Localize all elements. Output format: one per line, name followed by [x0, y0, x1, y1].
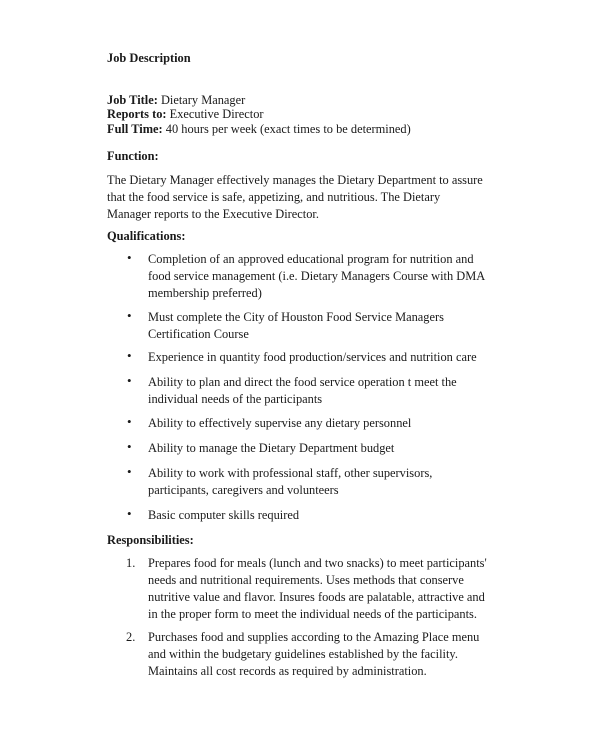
responsibility-number: 1.	[126, 556, 136, 570]
qualification-line: Ability to manage the Dietary Department budget	[148, 441, 395, 455]
full-time-label: Full Time:	[107, 122, 163, 136]
responsibility-line: in the proper form to meet the individual needs of the participants.	[148, 607, 477, 621]
full-time-line	[107, 121, 411, 138]
bullet-icon: •	[127, 506, 132, 521]
responsibility-line: and within the budgetary guidelines established by the facility.	[148, 647, 458, 661]
responsibilities-heading: Responsibilities:	[107, 533, 194, 547]
qualification-line: Basic computer skills required	[148, 508, 300, 522]
qualification-line: Ability to plan and direct the food service operation t meet the	[148, 375, 457, 389]
job-title-label: Job Title:	[107, 93, 158, 107]
function-line: Manager reports to the Executive Director.	[107, 207, 319, 221]
qualifications-heading: Qualifications:	[107, 229, 186, 243]
qualification-line: Must complete the City of Houston Food Service Managers	[148, 310, 444, 324]
qualification-line: participants, caregivers and volunteers	[148, 483, 339, 497]
bullet-icon: •	[127, 250, 132, 265]
qualification-line: individual needs of the participants	[148, 392, 323, 406]
function-heading: Function:	[107, 149, 159, 163]
bullet-icon: •	[127, 308, 132, 323]
qualification-line: Ability to work with professional staff, other supervisors,	[148, 466, 433, 480]
bullet-icon: •	[127, 464, 132, 479]
qualification-line: food service management (i.e. Dietary Managers Course with DMA	[148, 269, 486, 283]
qualification-line: Completion of an approved educational program for nutrition and	[148, 252, 474, 266]
reports-to-label: Reports to:	[107, 107, 167, 121]
reports-to-value: Executive Director	[169, 107, 264, 121]
responsibility-line: Purchases food and supplies according to the Amazing Place menu	[148, 630, 480, 644]
full-time-value: 40 hours per week (exact times to be determined)	[165, 122, 411, 136]
bullet-icon: •	[127, 414, 132, 429]
function-line: The Dietary Manager effectively manages the Dietary Department to assure	[107, 173, 483, 187]
qualification-line: Ability to effectively supervise any dietary personnel	[148, 416, 412, 430]
function-line: that the food service is safe, appetizing, and nutritious. The Dietary	[107, 190, 441, 204]
responsibility-line: nutritive value and flavor. Insures foods are palatable, attractive and	[148, 590, 485, 604]
job-title-value: Dietary Manager	[160, 93, 246, 107]
responsibility-number: 2.	[126, 630, 136, 644]
responsibility-line: Prepares food for meals (lunch and two snacks) to meet participants'	[148, 556, 487, 570]
function-paragraph	[107, 172, 507, 223]
responsibility-line: needs and nutritional requirements. Uses methods that conserve	[148, 573, 464, 587]
bullet-icon: •	[127, 373, 132, 388]
qualification-line: Certification Course	[148, 327, 249, 341]
bullet-icon: •	[127, 439, 132, 454]
document-title: Job Description	[107, 51, 191, 65]
bullet-icon: •	[127, 348, 132, 363]
qualification-line: membership preferred)	[148, 286, 262, 300]
responsibility-line: Maintains all cost records as required by administration.	[148, 664, 427, 678]
qualification-line: Experience in quantity food production/services and nutrition care	[148, 350, 477, 364]
